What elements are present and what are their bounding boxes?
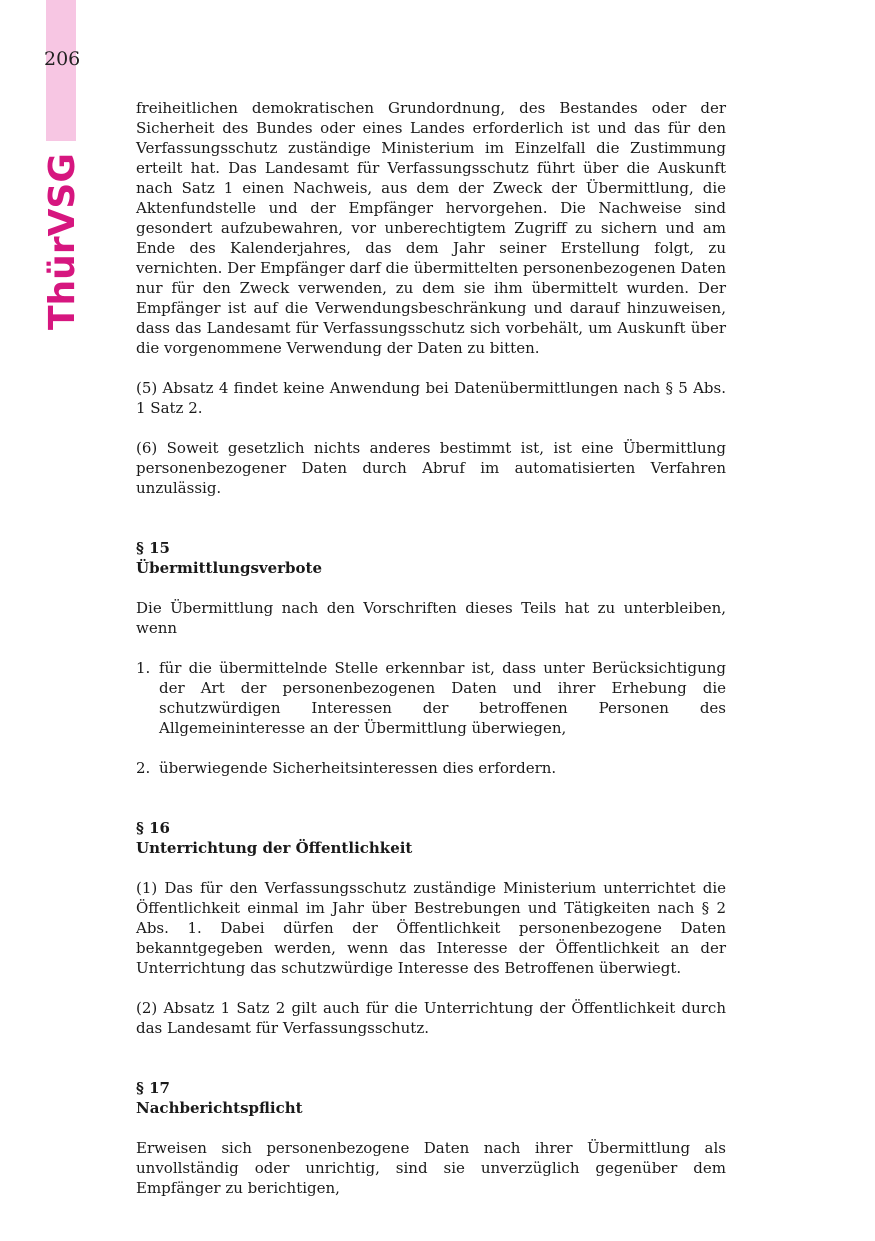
section-title: Unterrichtung der Öffentlichkeit [136, 839, 413, 857]
paragraph: (6) Soweit gesetzlich nichts anderes bestimmt ist, ist eine Übermittlung personenbezogener Daten durch Abruf im automatisierten Verfahren unzulässig. [136, 439, 726, 497]
section-17 [136, 1078, 726, 1198]
section-16 [136, 818, 726, 1038]
section-title: Übermittlungsverbote [136, 559, 323, 577]
paragraph: (5) Absatz 4 findet keine Anwendung bei Datenübermittlungen nach § 5 Abs. 1 Satz 2. [136, 379, 726, 417]
paragraph: (2) Absatz 1 Satz 2 gilt auch für die Unterrichtung der Öffentlichkeit durch das Landesamt für Verfassungsschutz. [136, 999, 726, 1037]
section-number: § 15 [136, 539, 170, 557]
condition-list [136, 658, 726, 778]
list-item-number: 2. [136, 759, 151, 777]
paragraph: Die Übermittlung nach den Vorschriften dieses Teils hat zu unterbleiben, wenn [136, 599, 726, 637]
page-number: 206 [44, 48, 81, 70]
list-item-number: 1. [136, 659, 151, 677]
document-body [136, 98, 726, 1198]
paragraph: (1) Das für den Verfassungsschutz zuständige Ministerium unterrichtet die Öffentlichkeit einmal im Jahr über Bestrebungen und Tätigkeiten nach § 2 Abs. 1. Dabei dürfen der Öffentlichkeit personenbezogene Daten bekanntgegeben werden, wenn das Interesse der Öffentlichkeit an der Unterrichtung das schutzwürdige Interesse des Betroffenen überwiegt. [136, 879, 726, 977]
side-tab-marker [46, 0, 76, 141]
list-item [136, 658, 726, 738]
side-title: ThürVSG [42, 153, 83, 330]
list-item [136, 758, 726, 778]
section-title: Nachberichtspflicht [136, 1099, 303, 1117]
section-number: § 16 [136, 819, 170, 837]
section-15 [136, 538, 726, 778]
paragraph: freiheitlichen demokratischen Grundordnung, des Bestandes oder der Sicherheit des Bundes oder eines Landes erforderlich ist und das für den Verfassungsschutz zuständige Ministerium im Einzelfall die Zustimmung erteilt hat. Das Landesamt für Verfassungsschutz führt über die Auskunft nach Satz 1 einen Nachweis, aus dem der Zweck der Übermittlung, die Aktenfundstelle und der Empfänger hervorgehen. Die Nachweise sind gesondert aufzubewahren, vor unberechtigtem Zugriff zu sichern und am Ende des Kalenderjahres, das dem Jahr seiner Erstellung folgt, zu vernichten. Der Empfänger darf die übermittelten personenbezogenen Daten nur für den Zweck verwenden, zu dem sie ihm übermittelt wurden. Der Empfänger ist auf die Verwendungsbeschränkung und darauf hinzuweisen, dass das Landesamt für Verfassungsschutz sich vorbehält, um Auskunft über die vorgenommene Verwendung der Daten zu bitten. [136, 99, 726, 357]
list-item-text: überwiegende Sicherheitsinteressen dies erfordern. [159, 759, 557, 777]
section-number: § 17 [136, 1079, 170, 1097]
list-item-text: für die übermittelnde Stelle erkennbar ist, dass unter Berücksichtigung der Art der personenbezogenen Daten und ihrer Erhebung die schutzwürdigen Interessen der betroffenen Personen des Allgemeininteresse an der Übermittlung überwiegen, [159, 659, 726, 737]
paragraph: Erweisen sich personenbezogene Daten nach ihrer Übermittlung als unvollständig oder unrichtig, sind sie unverzüglich gegenüber dem Empfänger zu berichtigen, [136, 1139, 726, 1197]
